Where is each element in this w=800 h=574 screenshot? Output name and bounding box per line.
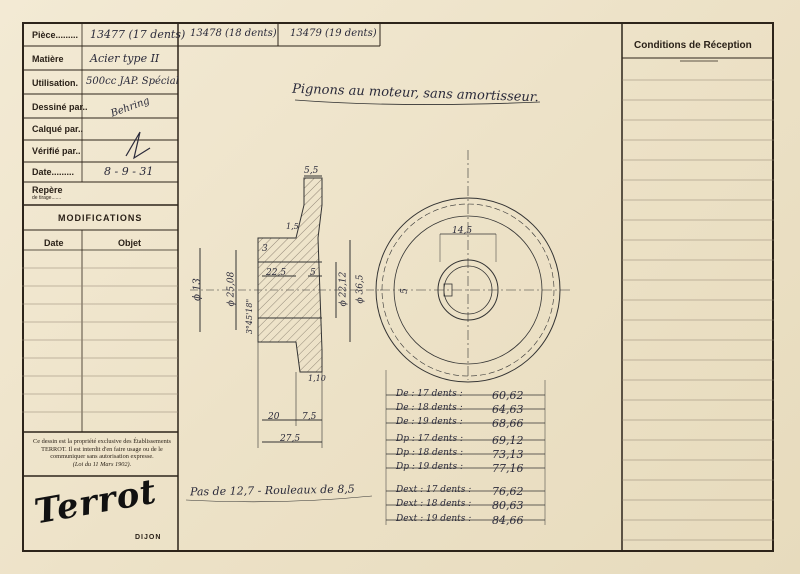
table-value: 73,13 bbox=[492, 448, 524, 461]
table-row bbox=[384, 434, 554, 448]
dim-hub-width: 14,5 bbox=[452, 226, 473, 236]
matiere-value: Acier type II bbox=[90, 52, 160, 65]
table-row bbox=[384, 514, 554, 528]
terrot-logo: Terrot bbox=[31, 471, 160, 533]
dim-key-width: 5 bbox=[399, 288, 410, 294]
dim-dia-25: ϕ 25,08 bbox=[226, 271, 237, 307]
date-value: 8 - 9 - 31 bbox=[104, 165, 154, 178]
dim-chamfer-left: 3 bbox=[262, 244, 268, 254]
dim-width-75: 7,5 bbox=[302, 412, 317, 422]
table-row bbox=[384, 389, 554, 403]
table-key: Dp : 19 dents : bbox=[396, 462, 464, 472]
table-key: De : 19 dents : bbox=[396, 417, 463, 427]
dim-dia-13: ϕ 13 bbox=[191, 278, 203, 301]
table-key: Dext : 18 dents : bbox=[396, 499, 472, 509]
table-key: De : 18 dents : bbox=[396, 403, 463, 413]
dim-width-275: 27,5 bbox=[280, 434, 301, 444]
table-key: Dext : 19 dents : bbox=[396, 514, 472, 524]
table-row bbox=[384, 417, 554, 431]
dim-top-width: 5,5 bbox=[304, 166, 319, 176]
dim-width-20: 20 bbox=[268, 412, 280, 422]
table-value: 69,12 bbox=[492, 434, 524, 447]
reception-title: Conditions de Réception bbox=[634, 40, 752, 51]
repere-label: Repère bbox=[32, 185, 63, 195]
dim-dia-22: ϕ 22,12 bbox=[338, 271, 349, 307]
brand-city: DIJON bbox=[135, 534, 162, 541]
dim-width-5: 5 bbox=[310, 268, 316, 278]
dim-radius-bottom: 1,10 bbox=[308, 374, 326, 383]
table-key: Dp : 17 dents : bbox=[396, 434, 464, 444]
drawing-title: Pignons au moteur, sans amortisseur. bbox=[291, 81, 539, 106]
repere-sub: de tirage....... bbox=[32, 195, 62, 201]
table-key: Dp : 18 dents : bbox=[396, 448, 464, 458]
table-key: Dext : 17 dents : bbox=[396, 485, 472, 495]
dessine-signature: Behring bbox=[109, 95, 152, 120]
table-value: 84,66 bbox=[492, 514, 524, 527]
dessine-label: Dessiné par.. bbox=[32, 102, 88, 112]
dim-width-22: 22,5 bbox=[266, 268, 287, 278]
modifications-date-header: Date bbox=[44, 238, 64, 248]
ownership-notice bbox=[30, 438, 174, 468]
table-value: 68,66 bbox=[492, 417, 524, 430]
verifie-label: Vérifié par.. bbox=[32, 146, 81, 156]
table-value: 80,63 bbox=[492, 499, 524, 512]
ownership-notice-text: Ce dessin est la propriété exclusive des Établissements TERROT. Il est interdit d'en faire usage ou de le communiquer sans autorisation expresse. bbox=[33, 438, 171, 461]
table-row bbox=[384, 462, 554, 476]
table-value: 60,62 bbox=[492, 389, 524, 402]
table-value: 64,63 bbox=[492, 403, 524, 416]
table-row bbox=[384, 485, 554, 499]
utilisation-value: 500cc JAP. Spécial bbox=[86, 76, 179, 87]
dim-taper: 3°45'18" bbox=[245, 298, 255, 335]
piece-alt-2: 13479 (19 dents) bbox=[290, 28, 377, 39]
table-value: 76,62 bbox=[492, 485, 524, 498]
dim-dia-36: ϕ 36,5 bbox=[355, 274, 366, 304]
table-row bbox=[384, 499, 554, 513]
piece-value: 13477 (17 dents) bbox=[90, 28, 186, 41]
piece-label: Pièce......... bbox=[32, 30, 79, 40]
matiere-label: Matière bbox=[32, 54, 64, 64]
table-row bbox=[384, 403, 554, 417]
table-value: 77,16 bbox=[492, 462, 524, 475]
modifications-objet-header: Objet bbox=[118, 238, 142, 248]
table-key: De : 17 dents : bbox=[396, 389, 463, 399]
table-row bbox=[384, 448, 554, 462]
utilisation-label: Utilisation. bbox=[32, 78, 79, 88]
piece-alt-1: 13478 (18 dents) bbox=[190, 28, 277, 39]
modifications-title: MODIFICATIONS bbox=[58, 213, 143, 223]
dim-chamfer-top: 1,5 bbox=[286, 222, 299, 231]
pitch-note: Pas de 12,7 - Rouleaux de 8,5 bbox=[189, 482, 355, 499]
date-label: Date......... bbox=[32, 167, 75, 177]
calque-label: Calqué par.. bbox=[32, 124, 84, 134]
ownership-notice-law: (Loi du 11 Mars 1902). bbox=[72, 460, 132, 468]
